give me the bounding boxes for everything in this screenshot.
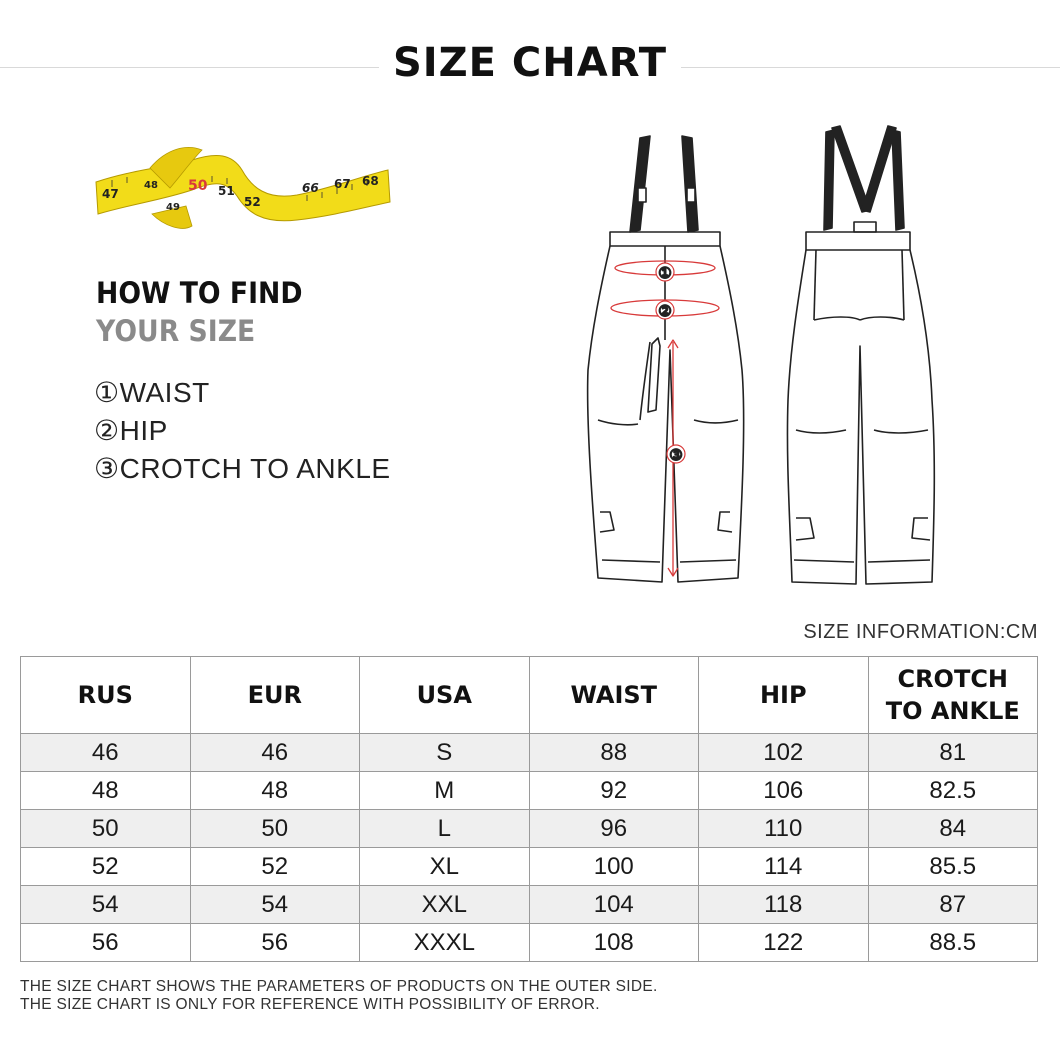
cell-eur: 50	[190, 810, 360, 848]
cell-eur: 52	[190, 848, 360, 886]
marker-crotch: ③	[669, 446, 683, 464]
cell-eur: 56	[190, 924, 360, 962]
pants-diagram	[570, 120, 960, 600]
measure-hip: ②HIP	[94, 415, 168, 446]
measuring-tape-icon	[92, 140, 392, 236]
tape-number: 68	[362, 174, 379, 188]
tape-number: 67	[334, 177, 351, 191]
cell-usa: L	[360, 810, 530, 848]
guide-heading: HOW TO FIND	[96, 276, 303, 310]
cell-usa: XL	[360, 848, 530, 886]
col-header-eur: EUR	[190, 657, 360, 734]
cell-rus: 56	[21, 924, 191, 962]
page-title: SIZE CHART	[0, 40, 1060, 86]
cell-rus: 50	[21, 810, 191, 848]
col-header-rus: RUS	[21, 657, 191, 734]
cell-hip: 110	[699, 810, 869, 848]
table-row	[21, 924, 1038, 962]
tape-number: 51	[218, 184, 235, 198]
cell-waist: 88	[529, 734, 699, 772]
cell-waist: 96	[529, 810, 699, 848]
cell-crotch-to-ankle: 81	[868, 734, 1038, 772]
marker-waist: ①	[658, 264, 672, 282]
cell-crotch-to-ankle: 84	[868, 810, 1038, 848]
cell-hip: 114	[699, 848, 869, 886]
cell-eur: 46	[190, 734, 360, 772]
col-header-waist: WAIST	[529, 657, 699, 734]
size-table	[20, 656, 1038, 962]
cell-rus: 54	[21, 886, 191, 924]
table-header-row	[21, 657, 1038, 734]
size-info-unit: SIZE INFORMATION:CM	[803, 621, 1038, 643]
measure-waist: ①WAIST	[94, 377, 210, 408]
cell-rus: 52	[21, 848, 191, 886]
cell-rus: 46	[21, 734, 191, 772]
cell-usa: M	[360, 772, 530, 810]
cell-usa: XXL	[360, 886, 530, 924]
col-header-crotch-to-ankle: CROTCH TO ANKLE	[868, 657, 1038, 734]
tape-number: 52	[244, 195, 261, 209]
cell-crotch-to-ankle: 87	[868, 886, 1038, 924]
cell-usa: S	[360, 734, 530, 772]
cell-usa: XXXL	[360, 924, 530, 962]
cell-crotch-to-ankle: 82.5	[868, 772, 1038, 810]
cell-rus: 48	[21, 772, 191, 810]
cell-waist: 92	[529, 772, 699, 810]
tape-number: 48	[144, 180, 158, 191]
table-row	[21, 772, 1038, 810]
cell-waist: 100	[529, 848, 699, 886]
table-row	[21, 734, 1038, 772]
cell-eur: 54	[190, 886, 360, 924]
table-row	[21, 886, 1038, 924]
tape-number: 47	[102, 187, 119, 201]
cell-hip: 102	[699, 734, 869, 772]
tape-number: 49	[166, 202, 180, 213]
cell-crotch-to-ankle: 85.5	[868, 848, 1038, 886]
cell-hip: 106	[699, 772, 869, 810]
tape-number: 50	[188, 178, 208, 194]
footer-note-outer-side: THE SIZE CHART SHOWS THE PARAMETERS OF PRODUCTS ON THE OUTER SIDE.	[20, 978, 658, 995]
table-row	[21, 810, 1038, 848]
col-header-hip: HIP	[699, 657, 869, 734]
tape-number: 66	[302, 181, 319, 195]
cell-hip: 122	[699, 924, 869, 962]
col-header-usa: USA	[360, 657, 530, 734]
cell-waist: 104	[529, 886, 699, 924]
cell-waist: 108	[529, 924, 699, 962]
cell-hip: 118	[699, 886, 869, 924]
marker-hip: ②	[658, 302, 672, 320]
measure-crotch-to-ankle: ③CROTCH TO ANKLE	[94, 453, 391, 484]
cell-eur: 48	[190, 772, 360, 810]
front-pants-drawing	[588, 136, 744, 582]
cell-crotch-to-ankle: 88.5	[868, 924, 1038, 962]
table-row	[21, 848, 1038, 886]
guide-subheading: YOUR SIZE	[96, 314, 256, 348]
back-pants-drawing	[787, 126, 934, 584]
footer-note-reference: THE SIZE CHART IS ONLY FOR REFERENCE WITH POSSIBILITY OF ERROR.	[20, 996, 600, 1013]
